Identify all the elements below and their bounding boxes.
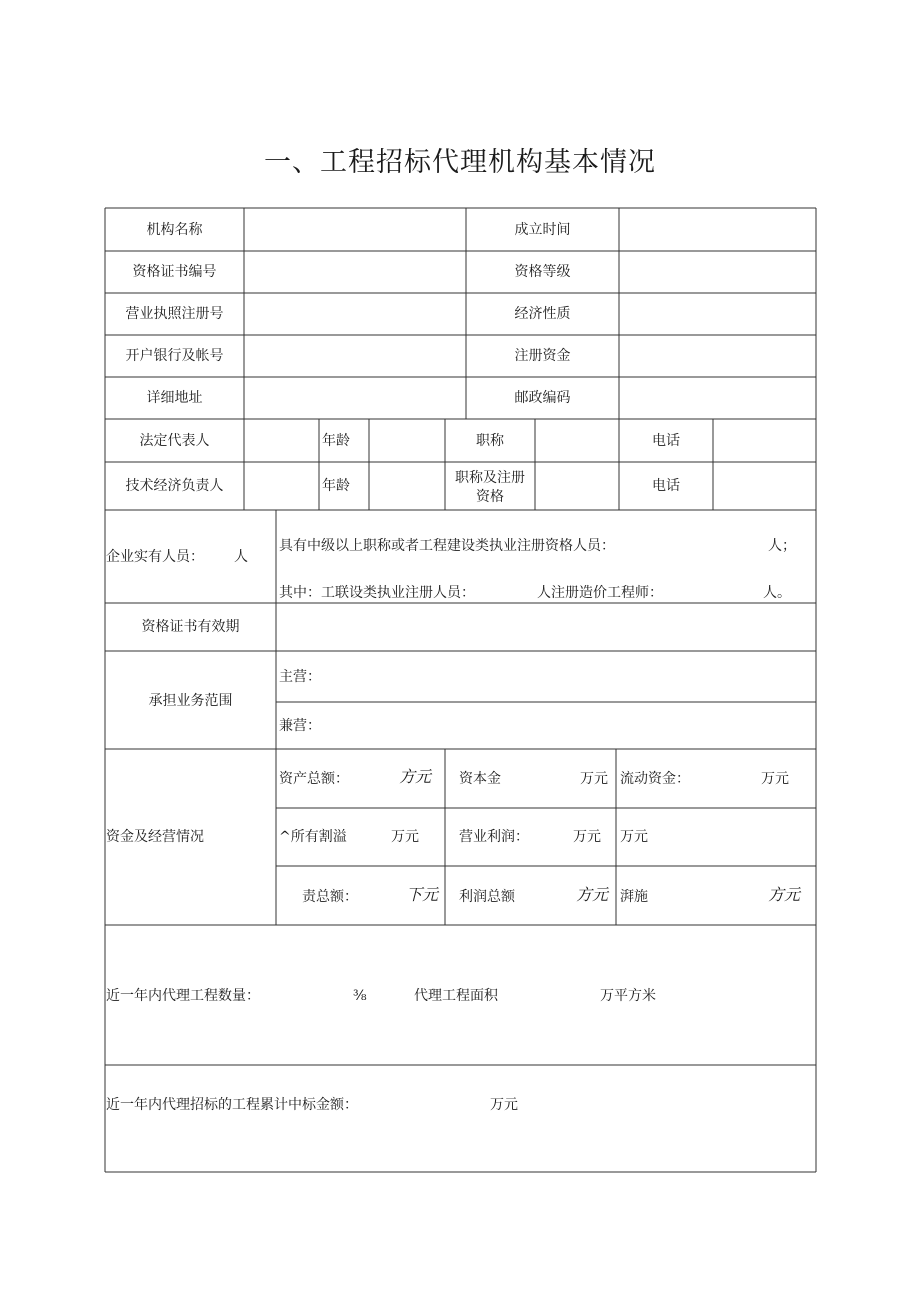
label-scope: 承担业务范围 bbox=[148, 693, 233, 709]
current-funds-unit: 万元 bbox=[761, 771, 789, 787]
revenue-unit: 万元 bbox=[573, 829, 601, 845]
label-cost-engineer: 人注册造价工程师： bbox=[537, 585, 663, 601]
label-equity: ^所有割溢 bbox=[279, 829, 347, 845]
label-total-assets: 资产总额： bbox=[279, 771, 349, 787]
label-revenue: 营业利润： bbox=[459, 829, 529, 845]
label-end-unit: 人。 bbox=[763, 585, 791, 601]
label-established: 成立时间 bbox=[514, 222, 571, 238]
label-mid-title: 具有中级以上职称或者工程建设类执业注册资格人员： bbox=[279, 538, 615, 554]
label-age-1: 年龄 bbox=[322, 433, 350, 449]
label-address: 详细地址 bbox=[146, 390, 203, 406]
label-tax: 湃施 bbox=[620, 889, 648, 905]
tax-unit: 方元 bbox=[768, 885, 801, 904]
label-main-business: 主营： bbox=[279, 669, 321, 685]
profit-unit: 方元 bbox=[576, 885, 609, 904]
label-current-funds: 流动资金： bbox=[620, 771, 690, 787]
label-debt: 责总额： bbox=[302, 889, 358, 905]
label-phone-1: 电话 bbox=[652, 433, 680, 449]
label-staff-total-unit: 人 bbox=[234, 549, 248, 565]
label-award-amount: 近一年内代理招标的工程累计中标金额： bbox=[106, 1097, 358, 1113]
label-project-area: 代理工程面积 bbox=[414, 988, 498, 1004]
total-assets-unit: 方元 bbox=[399, 767, 432, 786]
label-postcode: 邮政编码 bbox=[514, 390, 571, 406]
label-of-which: 其中：工联设类执业注册人员： bbox=[279, 585, 475, 601]
label-project-count: 近一年内代理工程数量： bbox=[106, 988, 260, 1004]
project-count-unit: ⅜ bbox=[353, 988, 367, 1004]
label-legal-rep: 法定代表人 bbox=[139, 433, 210, 449]
page-title: 一、工程招标代理机构基本情况 bbox=[264, 147, 656, 178]
label-cert-grade: 资格等级 bbox=[514, 264, 571, 280]
label-mid-unit: 人； bbox=[768, 538, 796, 554]
label-reg-capital: 注册资金 bbox=[514, 348, 571, 364]
label-age-2: 年龄 bbox=[322, 478, 350, 494]
label-capital: 资本金 bbox=[459, 771, 501, 787]
label-bank: 开户银行及帐号 bbox=[125, 348, 224, 364]
capital-unit: 万元 bbox=[580, 771, 608, 787]
label-profit: 利润总额 bbox=[459, 889, 515, 905]
label-cert-no: 资格证书编号 bbox=[132, 264, 217, 280]
award-amount-unit: 万元 bbox=[490, 1097, 518, 1113]
equity-unit: 万元 bbox=[391, 829, 419, 845]
label-econ-nature: 经济性质 bbox=[514, 306, 571, 322]
label-finance: 资金及经营情况 bbox=[106, 829, 204, 845]
label-side-business: 兼营： bbox=[279, 718, 321, 734]
label-staff-total: 企业实有人员： bbox=[106, 549, 204, 565]
debt-unit: 下元 bbox=[406, 885, 439, 904]
label-org-name: 机构名称 bbox=[146, 222, 203, 238]
label-title-reg: 职称及注册资格 bbox=[455, 470, 525, 505]
label-title: 职称 bbox=[476, 433, 504, 449]
label-tech-lead: 技术经济负责人 bbox=[125, 478, 224, 494]
row2-col3-unit: 万元 bbox=[620, 829, 648, 845]
label-license-no: 营业执照注册号 bbox=[125, 306, 224, 322]
label-phone-2: 电话 bbox=[652, 478, 680, 494]
project-area-unit: 万平方米 bbox=[600, 988, 656, 1004]
label-validity: 资格证书有效期 bbox=[141, 619, 240, 635]
